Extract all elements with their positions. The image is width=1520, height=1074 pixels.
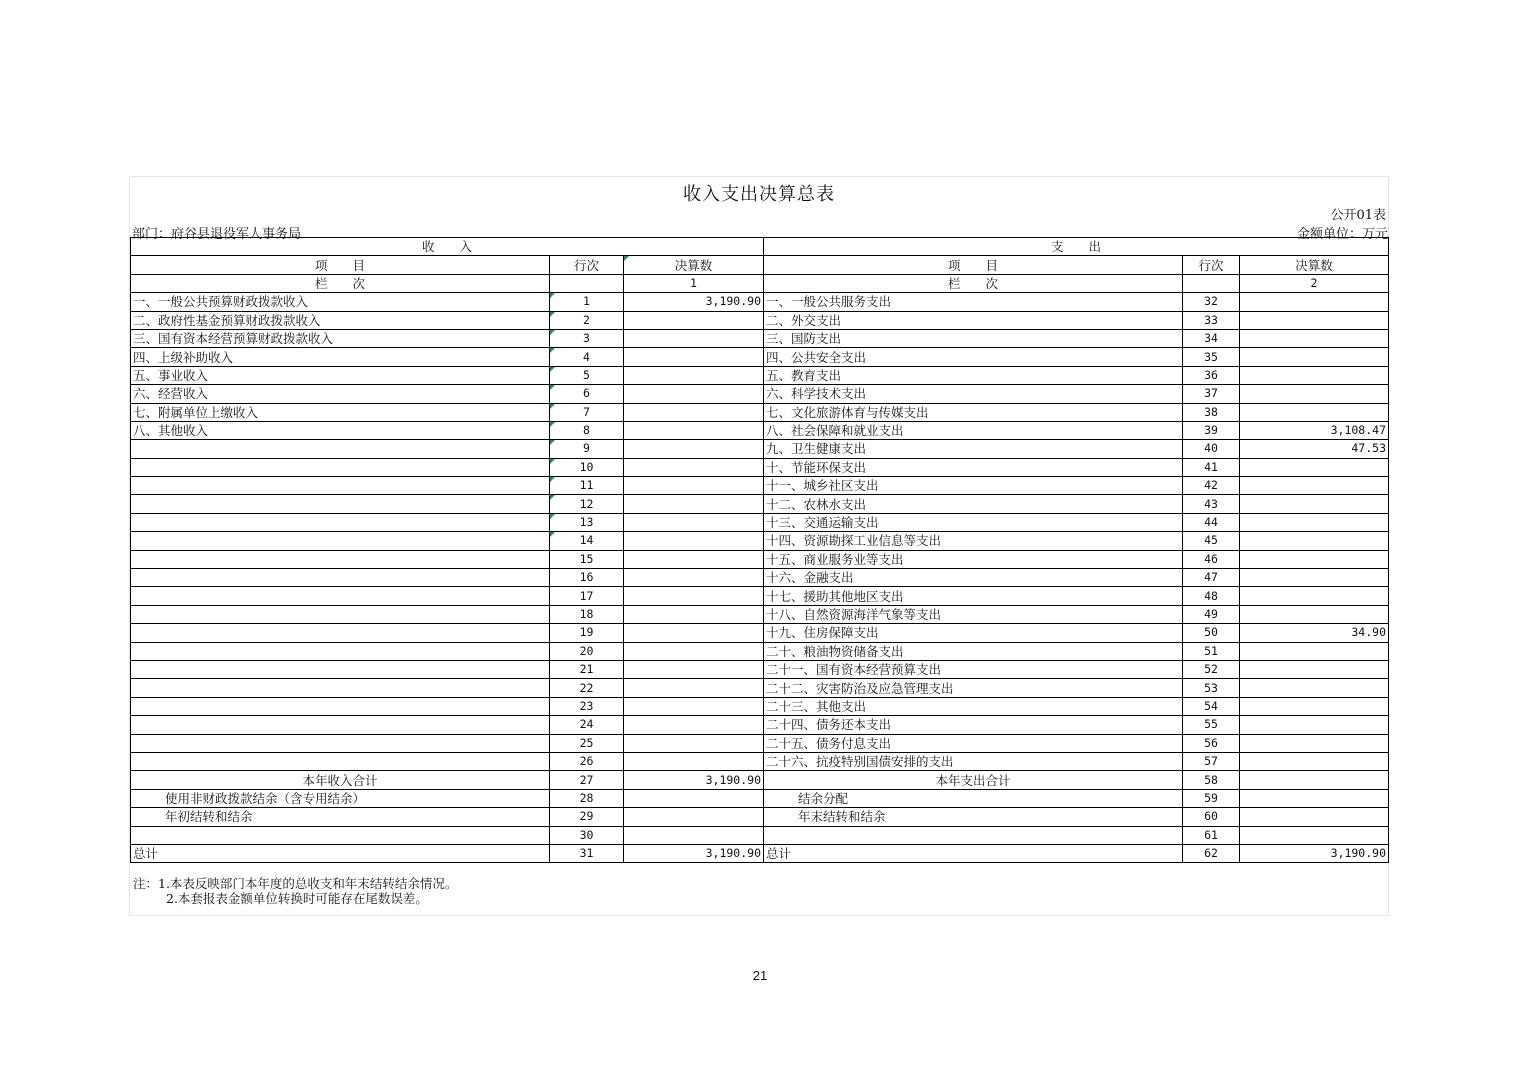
income-amount-cell: [624, 716, 764, 734]
expense-item-cell: 十八、自然资源海洋气象等支出: [764, 605, 1183, 623]
income-item-cell: 本年收入合计: [131, 771, 550, 789]
table-row: [131, 329, 1389, 347]
expense-rowno-cell: 46: [1183, 550, 1240, 568]
table-row: [131, 697, 1389, 715]
income-lanci-label: 栏 次: [131, 274, 550, 292]
expense-item-cell: 五、教育支出: [764, 366, 1183, 384]
income-amount-cell: [624, 808, 764, 826]
table-row: [131, 569, 1389, 587]
income-item-header: 项 目: [131, 256, 550, 274]
income-rowno-cell: 30: [550, 826, 624, 844]
expense-rowno-cell: 55: [1183, 716, 1240, 734]
expense-rowno-cell: 40: [1183, 440, 1240, 458]
expense-item-cell: 十九、住房保障支出: [764, 624, 1183, 642]
income-amount-cell: [624, 366, 764, 384]
income-amount-cell: [624, 513, 764, 531]
income-item-cell: 四、上级补助收入: [131, 348, 550, 366]
expense-amount-cell: [1240, 477, 1389, 495]
income-rowno-cell: 27: [550, 771, 624, 789]
expense-lanci-empty: [1183, 274, 1240, 292]
expense-amount-cell: [1240, 550, 1389, 568]
expense-rowno-cell: 59: [1183, 789, 1240, 807]
income-item-cell: [131, 697, 550, 715]
expense-amount-cell: [1240, 366, 1389, 384]
expense-amount-cell: 34.90: [1240, 624, 1389, 642]
expense-rowno-cell: 36: [1183, 366, 1240, 384]
table-row: [131, 403, 1389, 421]
expense-rowno-cell: 58: [1183, 771, 1240, 789]
income-item-cell: [131, 458, 550, 476]
income-amount-cell: [624, 734, 764, 752]
expense-rowno-cell: 50: [1183, 624, 1240, 642]
note-2: 2.本套报表金额单位转换时可能存在尾数误差。: [166, 891, 428, 906]
income-item-cell: [131, 734, 550, 752]
income-amount-cell: [624, 550, 764, 568]
expense-rowno-cell: 53: [1183, 679, 1240, 697]
expense-item-cell: 十五、商业服务业等支出: [764, 550, 1183, 568]
income-amount-cell: [624, 495, 764, 513]
expense-item-cell: 十七、援助其他地区支出: [764, 587, 1183, 605]
table-row: [131, 311, 1389, 329]
income-rowno-cell: 23: [550, 697, 624, 715]
expense-rowno-cell: 48: [1183, 587, 1240, 605]
expense-rowno-cell: 60: [1183, 808, 1240, 826]
table-row: [131, 513, 1389, 531]
income-amount-cell: [624, 385, 764, 403]
income-rowno-cell: 8: [550, 421, 624, 439]
income-rowno-cell: 13: [550, 513, 624, 531]
expense-amount-cell: [1240, 532, 1389, 550]
expense-amount-cell: [1240, 697, 1389, 715]
subtotal-row: [131, 771, 1389, 789]
income-amount-cell: 3,190.90: [624, 771, 764, 789]
income-item-cell: [131, 495, 550, 513]
income-item-cell: [131, 624, 550, 642]
expense-rowno-cell: 37: [1183, 385, 1240, 403]
expense-amount-cell: [1240, 587, 1389, 605]
table-row: [131, 605, 1389, 623]
income-amount-cell: [624, 660, 764, 678]
expense-amount-cell: [1240, 789, 1389, 807]
expense-amount-cell: [1240, 679, 1389, 697]
expense-item-cell: 三、国防支出: [764, 329, 1183, 347]
income-amount-cell: [624, 605, 764, 623]
report-title: 收入支出决算总表: [683, 184, 835, 205]
income-amount-header: 决算数: [624, 256, 764, 274]
expense-amount-cell: [1240, 403, 1389, 421]
expense-item-header: 项 目: [764, 256, 1183, 274]
income-item-cell: [131, 477, 550, 495]
expense-amount-cell: [1240, 513, 1389, 531]
table-row: [131, 385, 1389, 403]
income-item-cell: [131, 660, 550, 678]
expense-rowno-cell: 35: [1183, 348, 1240, 366]
income-amount-cell: [624, 311, 764, 329]
expense-lanci-label: 栏 次: [764, 274, 1183, 292]
income-amount-cell: [624, 348, 764, 366]
table-row: [131, 495, 1389, 513]
income-expense-table: [130, 237, 1389, 863]
expense-item-cell: 一、一般公共服务支出: [764, 293, 1183, 311]
income-rowno-cell: 17: [550, 587, 624, 605]
expense-rowno-cell: 56: [1183, 734, 1240, 752]
expense-amount-cell: [1240, 734, 1389, 752]
expense-item-cell: 二十二、灾害防治及应急管理支出: [764, 679, 1183, 697]
income-item-cell: 总计: [131, 844, 550, 862]
income-rowno-cell: 26: [550, 752, 624, 770]
expense-rowno-cell: 32: [1183, 293, 1240, 311]
income-col-index: 1: [624, 274, 764, 292]
expense-amount-cell: 47.53: [1240, 440, 1389, 458]
expense-rowno-header: 行次: [1183, 256, 1240, 274]
expense-item-cell: 本年支出合计: [764, 771, 1183, 789]
table-row: [131, 293, 1389, 311]
table-row: [131, 440, 1389, 458]
income-rowno-cell: 10: [550, 458, 624, 476]
expense-amount-cell: [1240, 385, 1389, 403]
expense-amount-cell: [1240, 293, 1389, 311]
income-amount-cell: [624, 679, 764, 697]
income-amount-cell: [624, 826, 764, 844]
income-amount-cell: 3,190.90: [624, 844, 764, 862]
expense-rowno-cell: 41: [1183, 458, 1240, 476]
expense-item-cell: 二十六、抗疫特别国债安排的支出: [764, 752, 1183, 770]
table-row: [131, 366, 1389, 384]
expense-amount-cell: [1240, 716, 1389, 734]
income-item-cell: 六、经营收入: [131, 385, 550, 403]
income-item-cell: [131, 679, 550, 697]
expense-amount-cell: 3,108.47: [1240, 421, 1389, 439]
expense-rowno-cell: 42: [1183, 477, 1240, 495]
income-rowno-header: 行次: [550, 256, 624, 274]
income-rowno-cell: 31: [550, 844, 624, 862]
expense-item-cell: 年末结转和结余: [764, 808, 1183, 826]
income-rowno-cell: 4: [550, 348, 624, 366]
income-amount-cell: [624, 624, 764, 642]
table-row: [131, 808, 1389, 826]
income-rowno-cell: 2: [550, 311, 624, 329]
income-rowno-cell: 19: [550, 624, 624, 642]
table-row: [131, 550, 1389, 568]
expense-rowno-cell: 33: [1183, 311, 1240, 329]
income-rowno-cell: 5: [550, 366, 624, 384]
income-amount-cell: [624, 458, 764, 476]
income-amount-cell: [624, 587, 764, 605]
table-row: [131, 421, 1389, 439]
expense-amount-cell: [1240, 660, 1389, 678]
expense-item-cell: 总计: [764, 844, 1183, 862]
income-lanci-empty: [550, 274, 624, 292]
income-rowno-cell: 21: [550, 660, 624, 678]
table-row: [131, 348, 1389, 366]
table-row: [131, 679, 1389, 697]
income-item-cell: 使用非财政拨款结余（含专用结余）: [131, 789, 550, 807]
income-item-cell: [131, 550, 550, 568]
expense-rowno-cell: 57: [1183, 752, 1240, 770]
income-item-cell: 八、其他收入: [131, 421, 550, 439]
income-amount-cell: [624, 752, 764, 770]
expense-rowno-cell: 39: [1183, 421, 1240, 439]
income-item-cell: 年初结转和结余: [131, 808, 550, 826]
expense-amount-cell: 3,190.90: [1240, 844, 1389, 862]
income-item-cell: [131, 642, 550, 660]
income-item-cell: 三、国有资本经营预算财政拨款收入: [131, 329, 550, 347]
income-rowno-cell: 6: [550, 385, 624, 403]
income-item-cell: [131, 587, 550, 605]
income-rowno-cell: 1: [550, 293, 624, 311]
income-item-cell: [131, 716, 550, 734]
income-item-cell: [131, 605, 550, 623]
expense-item-cell: 二十四、债务还本支出: [764, 716, 1183, 734]
expense-amount-cell: [1240, 752, 1389, 770]
income-item-cell: 二、政府性基金预算财政拨款收入: [131, 311, 550, 329]
income-item-cell: [131, 752, 550, 770]
income-item-cell: [131, 440, 550, 458]
expense-rowno-cell: 38: [1183, 403, 1240, 421]
expense-amount-cell: [1240, 605, 1389, 623]
expense-item-cell: 结余分配: [764, 789, 1183, 807]
expense-rowno-cell: 62: [1183, 844, 1240, 862]
income-rowno-cell: 3: [550, 329, 624, 347]
income-rowno-cell: 11: [550, 477, 624, 495]
income-rowno-cell: 25: [550, 734, 624, 752]
income-rowno-cell: 9: [550, 440, 624, 458]
income-rowno-cell: 20: [550, 642, 624, 660]
income-item-cell: 一、一般公共预算财政拨款收入: [131, 293, 550, 311]
expense-rowno-cell: 49: [1183, 605, 1240, 623]
form-number: 公开01表: [1330, 208, 1386, 223]
income-item-cell: [131, 569, 550, 587]
expense-item-cell: 十四、资源勘探工业信息等支出: [764, 532, 1183, 550]
table-row: [131, 477, 1389, 495]
header-row-lanci: [131, 274, 1389, 292]
income-amount-cell: [624, 440, 764, 458]
expense-rowno-cell: 47: [1183, 569, 1240, 587]
table-row: [131, 587, 1389, 605]
expense-col-index: 2: [1240, 274, 1389, 292]
table-row: [131, 826, 1389, 844]
expense-amount-cell: [1240, 771, 1389, 789]
expense-item-cell: 八、社会保障和就业支出: [764, 421, 1183, 439]
total-row: [131, 844, 1389, 862]
expense-rowno-cell: 45: [1183, 532, 1240, 550]
expense-item-cell: 四、公共安全支出: [764, 348, 1183, 366]
expense-item-cell: 十三、交通运输支出: [764, 513, 1183, 531]
income-rowno-cell: 15: [550, 550, 624, 568]
expense-rowno-cell: 54: [1183, 697, 1240, 715]
amount-unit-label: 金额单位：万元: [1296, 227, 1388, 242]
income-amount-cell: [624, 329, 764, 347]
table-row: [131, 716, 1389, 734]
expense-amount-cell: [1240, 808, 1389, 826]
expense-item-cell: 七、文化旅游体育与传媒支出: [764, 403, 1183, 421]
expense-rowno-cell: 43: [1183, 495, 1240, 513]
expense-amount-cell: [1240, 348, 1389, 366]
expense-item-cell: 二十、粮油物资储备支出: [764, 642, 1183, 660]
income-amount-cell: [624, 477, 764, 495]
header-row-columns: [131, 256, 1389, 274]
income-amount-cell: [624, 642, 764, 660]
expense-amount-header: 决算数: [1240, 256, 1389, 274]
income-rowno-cell: 16: [550, 569, 624, 587]
income-amount-cell: [624, 569, 764, 587]
income-rowno-cell: 29: [550, 808, 624, 826]
department-label: 部门：府谷县退役军人事务局: [132, 227, 302, 242]
expense-rowno-cell: 44: [1183, 513, 1240, 531]
income-rowno-cell: 14: [550, 532, 624, 550]
table-row: [131, 789, 1389, 807]
table-row: [131, 458, 1389, 476]
expense-rowno-cell: 34: [1183, 329, 1240, 347]
expense-item-cell: 十六、金融支出: [764, 569, 1183, 587]
expense-amount-cell: [1240, 495, 1389, 513]
income-rowno-cell: 7: [550, 403, 624, 421]
income-amount-cell: [624, 403, 764, 421]
expense-amount-cell: [1240, 329, 1389, 347]
income-rowno-cell: 24: [550, 716, 624, 734]
table-row: [131, 532, 1389, 550]
income-item-cell: 七、附属单位上缴收入: [131, 403, 550, 421]
expense-item-cell: [764, 826, 1183, 844]
table-row: [131, 660, 1389, 678]
expense-item-cell: 十、节能环保支出: [764, 458, 1183, 476]
notes: [133, 876, 457, 906]
income-item-cell: 五、事业收入: [131, 366, 550, 384]
income-rowno-cell: 28: [550, 789, 624, 807]
income-rowno-cell: 12: [550, 495, 624, 513]
income-amount-cell: [624, 532, 764, 550]
table-row: [131, 752, 1389, 770]
income-section-header: 收 入: [131, 238, 764, 256]
expense-item-cell: 二十五、债务付息支出: [764, 734, 1183, 752]
expense-rowno-cell: 61: [1183, 826, 1240, 844]
expense-item-cell: 十一、城乡社区支出: [764, 477, 1183, 495]
income-amount-cell: 3,190.90: [624, 293, 764, 311]
expense-amount-cell: [1240, 311, 1389, 329]
expense-item-cell: 十二、农林水支出: [764, 495, 1183, 513]
income-amount-cell: [624, 789, 764, 807]
table-row: [131, 642, 1389, 660]
expense-section-header: 支 出: [764, 238, 1389, 256]
expense-item-cell: 二十三、其他支出: [764, 697, 1183, 715]
expense-item-cell: 九、卫生健康支出: [764, 440, 1183, 458]
table-row: [131, 624, 1389, 642]
expense-item-cell: 六、科学技术支出: [764, 385, 1183, 403]
income-amount-cell: [624, 421, 764, 439]
income-item-cell: [131, 513, 550, 531]
expense-rowno-cell: 52: [1183, 660, 1240, 678]
note-1: 注：1.本表反映部门本年度的总收支和年末结转结余情况。: [133, 876, 458, 891]
table-row: [131, 734, 1389, 752]
income-item-cell: [131, 826, 550, 844]
income-amount-cell: [624, 697, 764, 715]
expense-item-cell: 二十一、国有资本经营预算支出: [764, 660, 1183, 678]
header-row-section: [131, 238, 1389, 256]
expense-item-cell: 二、外交支出: [764, 311, 1183, 329]
expense-rowno-cell: 51: [1183, 642, 1240, 660]
income-rowno-cell: 18: [550, 605, 624, 623]
income-rowno-cell: 22: [550, 679, 624, 697]
expense-amount-cell: [1240, 569, 1389, 587]
expense-amount-cell: [1240, 826, 1389, 844]
income-item-cell: [131, 532, 550, 550]
expense-amount-cell: [1240, 458, 1389, 476]
page-number: 21: [752, 968, 768, 983]
expense-amount-cell: [1240, 642, 1389, 660]
